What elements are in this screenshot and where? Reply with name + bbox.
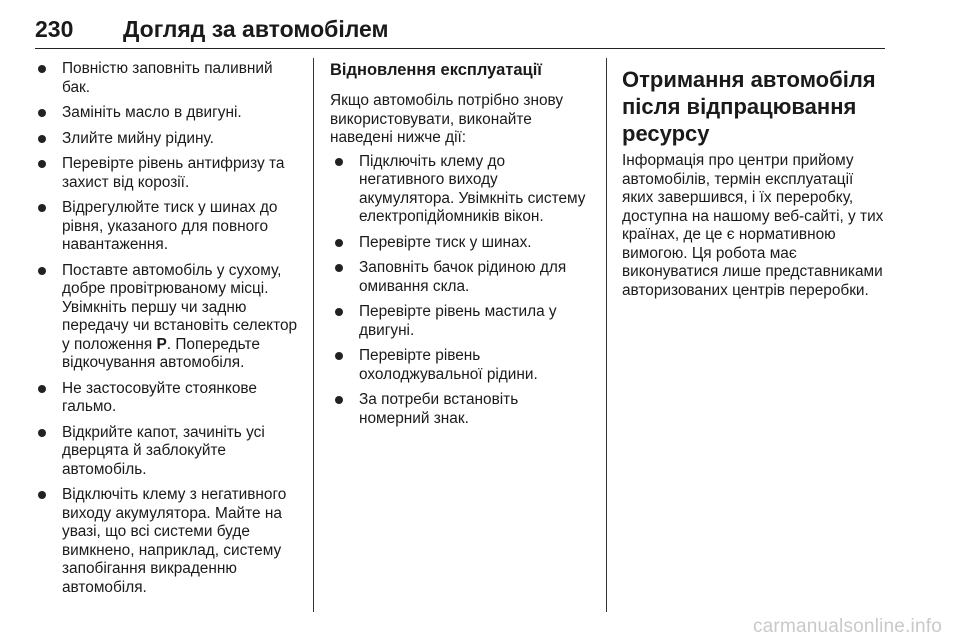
- bullet-icon: [38, 491, 46, 499]
- list-item: Перевірте рівень охолоджувальної рідини.: [332, 347, 590, 384]
- bullet-icon: [335, 396, 343, 404]
- selector-position: P: [156, 335, 167, 353]
- section-intro: Якщо автомобіль потрібно знову використовувати, виконайте наведені нижче дії:: [330, 92, 564, 146]
- list-item: Перевірте тиск у шинах.: [332, 234, 590, 253]
- bullet-icon: [335, 158, 343, 166]
- list-item: Підключіть клему до негативного виходу акумулятора. Увімкніть систему електропідйомників вікон.: [332, 153, 590, 227]
- list-item: Відрегулюйте тиск у шинах до рівня, указаного для повного навантаження.: [35, 199, 300, 255]
- bullet-icon: [38, 204, 46, 212]
- list-item: Перевірте рівень антифризу та захист від корозії.: [35, 155, 300, 192]
- bullet-icon: [38, 109, 46, 117]
- bullet-icon: [335, 264, 343, 272]
- bullet-icon: [38, 65, 46, 73]
- bullet-icon: [335, 308, 343, 316]
- bullet-icon: [38, 429, 46, 437]
- list-item: За потреби встановіть номерний знак.: [332, 391, 590, 428]
- section-heading-resume: Відновлення експлуатації: [330, 61, 542, 79]
- section-heading-end-of-life: Отримання автомобіля після відпрацювання ресурсу: [622, 67, 876, 146]
- bullet-icon: [38, 135, 46, 143]
- bullet-icon: [38, 267, 46, 275]
- list-item: Замініть масло в двигуні.: [35, 104, 300, 123]
- bullet-icon: [335, 352, 343, 360]
- page-number: 230: [35, 16, 74, 42]
- bullet-icon: [38, 160, 46, 168]
- list-item: Відключіть клему з негативного виходу акумулятора. Майте на увазі, що всі системи буде вимкнено, наприклад, систему запобігання викраденню автомобіля.: [35, 486, 300, 597]
- list-item: Перевірте рівень мастила у двигуні.: [332, 303, 590, 340]
- column-divider-1: [313, 58, 314, 612]
- bullet-icon: [38, 385, 46, 393]
- list-item: Відкрийте капот, зачиніть усі дверцята й заблокуйте автомобіль.: [35, 424, 300, 480]
- resume-steps-list: [332, 153, 590, 429]
- bullet-icon: [335, 239, 343, 247]
- list-item: Заповніть бачок рідиною для омивання скла.: [332, 259, 590, 296]
- middle-column: [330, 60, 590, 435]
- section-body: Інформація про центри прийому автомобілів, термін експлуатації яких завершився, і їх переробку, доступна на нашому веб-сайті, у тих країнах, де це є нормативною вимогою. Ця робота має виконуватися лише представниками авторизованих центрів переробки.: [622, 152, 884, 299]
- right-column: [622, 60, 884, 300]
- page-title: Догляд за автомобілем: [123, 16, 389, 42]
- list-item: Повністю заповніть паливний бак.: [35, 60, 300, 97]
- list-item: Не застосовуйте стоянкове гальмо.: [35, 380, 300, 417]
- column-divider-2: [606, 58, 607, 612]
- watermark: carmanualsonline.info: [752, 616, 942, 637]
- left-column: [35, 60, 300, 604]
- page-header: [35, 8, 885, 49]
- storage-steps-list: [35, 60, 300, 597]
- list-item: Злийте мийну рідину.: [35, 130, 300, 149]
- list-item: Поставте автомобіль у сухому, добре провітрюваному місці. Увімкніть першу чи задню передачу чи встановіть селектор у положення P. Попередьте відкочування автомобіля.: [35, 262, 300, 373]
